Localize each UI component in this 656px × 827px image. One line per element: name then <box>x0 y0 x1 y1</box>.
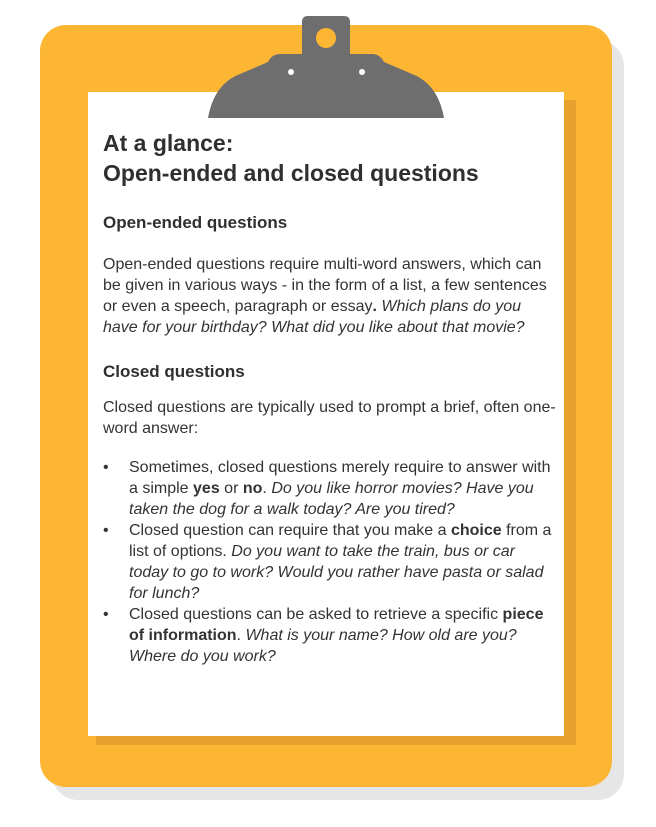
open-ended-heading: Open-ended questions <box>103 213 288 232</box>
list-item: • Closed questions can be asked to retrieve a specific piece of information. What is your name? How old are you? Where do you work? <box>103 606 544 665</box>
clipboard-clip-icon <box>208 14 444 118</box>
list-item-examples: Do you like horror movies? Have you taken the dog for a walk today? Are you tired? <box>129 480 534 518</box>
bullet-icon: • <box>103 606 109 623</box>
clipboard-content <box>103 128 558 667</box>
bold-no: no <box>242 480 263 497</box>
open-ended-text: Open-ended questions require multi-word answers, which can be given in various ways - in the form of a list, a few sentences or even a speech, paragraph or essay <box>103 256 547 315</box>
list-item-examples: What is your name? How old are you? Where do you work? <box>129 627 517 665</box>
open-ended-paragraph <box>103 254 558 338</box>
bold-yes: yes <box>193 480 220 497</box>
bullet-icon: • <box>103 522 109 539</box>
closed-intro: Closed questions are typically used to prompt a brief, often one-word answer: <box>103 399 556 437</box>
title-line-1: At a glance: <box>103 130 234 156</box>
bullet-icon: • <box>103 459 109 476</box>
open-ended-examples: Which plans do you have for your birthday? What did you like about that movie? <box>103 298 525 336</box>
list-item: • Closed question can require that you make a choice from a list of options. Do you want to take the train, bus or car today to go to work? Would you rather have pasta or salad for lunch? <box>103 522 552 602</box>
bold-choice: choice <box>450 522 502 539</box>
title-line-2: Open-ended and closed questions <box>103 160 479 186</box>
closed-list <box>103 457 558 667</box>
page-title <box>103 128 558 188</box>
open-ended-period: . <box>372 298 377 315</box>
list-item: • Sometimes, closed questions merely require to answer with a simple yes or no. Do you like horror movies? Have you taken the dog for a walk today? Are you tired? <box>103 459 551 518</box>
closed-heading: Closed questions <box>103 362 245 381</box>
bold-piece-of-information: piece of information <box>129 606 544 644</box>
list-item-examples: Do you want to take the train, bus or car today to go to work? Would you rather have pasta or salad for lunch? <box>129 543 544 602</box>
